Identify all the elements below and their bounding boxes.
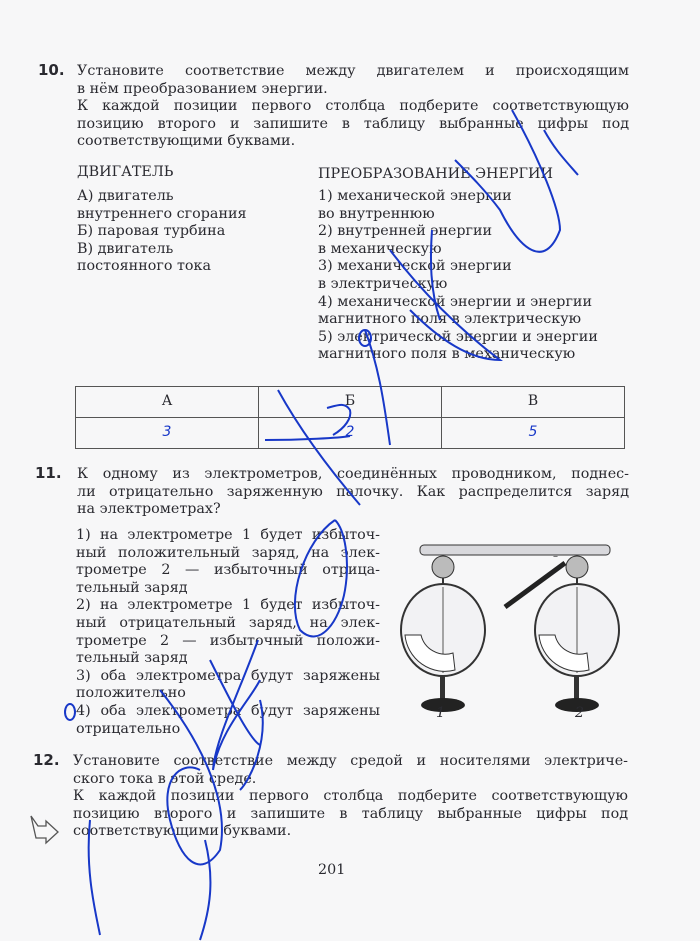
option-line: ный положительный заряд, на элек- [76,544,380,561]
q11-text [77,466,629,519]
answer-b[interactable]: 2 [259,418,442,449]
page-number: 201 [318,862,346,878]
answer-a[interactable]: 3 [76,418,259,449]
conversion-item: 1) механической энергии [318,188,512,204]
q10-instruction-line: К каждой позиции первого столбца подберите соответствующую [77,98,629,115]
electrometers-figure [395,535,625,725]
conversion-item: магнитного поля в электрическую [318,311,582,328]
engine-item: В) двигатель [77,240,174,257]
q12-instruction-line: К каждой позиции первого столбца подберите соответствующую [73,788,628,805]
electrometer-2-label: 2 [575,705,585,721]
q11-text-line: ли отрицательно заряженную палочку. Как распределится заряд [77,483,629,500]
electrometer-2 [535,556,619,712]
conversion-item: 2) внутренней энергии [318,223,493,240]
conversion-item: 5) электрической энергии и энергии [318,328,598,345]
option-line: положительно [76,685,186,702]
q10-instruction-line: позицию второго и запишите в таблицу выбранные цифры под [77,115,629,132]
conversion-item: 3) механической энергии [318,258,512,275]
option-line: ный отрицательный заряд, на элек- [76,614,380,631]
q10-instruction-line: соответствующими буквами. [77,133,296,150]
engine-item: постоянного тока [77,258,211,275]
q10-text [77,63,629,151]
q10-number: 10. [38,61,65,79]
q12-text [73,753,628,841]
q10-text-line: Установите соответствие между двигателем и происходящим [77,63,629,79]
engine-item: Б) паровая турбина [77,223,226,240]
q11-number: 11. [35,464,62,482]
engine-item: А) двигатель [77,188,174,204]
q11-text-line: на электрометрах? [77,501,221,518]
q12-instruction-line: соответствующими буквами. [73,823,292,840]
option-line: отрицательно [76,720,181,737]
option-line: 1) на электрометре 1 будет избыточ- [76,527,380,543]
header-v: В [442,387,625,418]
option-line: 4) оба электрометра будут заряжены [76,702,380,719]
engine-item: внутреннего сгорания [77,205,247,222]
table-header-row [76,387,625,418]
table-answer-row [76,418,625,449]
engine-list [77,188,247,276]
conversion-item: во внутреннюю [318,205,435,222]
q12-number: 12. [33,751,60,769]
option-line: трометре 2 — избыточный положи- [76,632,380,649]
option-line: тельный заряд [76,579,188,596]
hand-pointer-icon [28,812,62,846]
option-line: 2) на электрометре 1 будет избыточ- [76,597,380,614]
option-line: тельный заряд [76,650,188,667]
answer-v[interactable]: 5 [442,418,625,449]
conversion-item: в механическую [318,240,442,257]
header-b: Б [259,387,442,418]
q10-text-line: в нём преобразованием энергии. [77,80,328,97]
electrometer-1-label: 1 [436,705,446,721]
left-column-header: ДВИГАТЕЛЬ [77,164,174,180]
q12-text-line: Установите соответствие между средой и носителями электриче- [73,753,628,769]
conversion-item: магнитного поля в механическую [318,346,576,363]
conversion-item: 4) механической энергии и энергии [318,293,592,310]
conversion-item: в электрическую [318,275,448,292]
option-line: трометре 2 — избыточный отрица- [76,562,380,579]
right-column-header: ПРЕОБРАЗОВАНИЕ ЭНЕРГИИ [318,166,553,182]
q11-text-line: К одному из электрометров, соединённых проводником, поднес- [77,466,629,482]
answer-table [75,386,625,449]
q12-instruction-line: позицию второго и запишите в таблицу выбранные цифры под [73,805,628,822]
rod-charge-sign: – [553,551,558,562]
q12-text-line: ского тока в этой среде. [73,770,257,787]
option-line: 3) оба электрометра будут заряжены [76,667,380,684]
header-a: А [76,387,259,418]
energy-conversion-list [318,188,598,364]
q11-options [76,527,380,738]
electrometer-1 [401,556,485,712]
